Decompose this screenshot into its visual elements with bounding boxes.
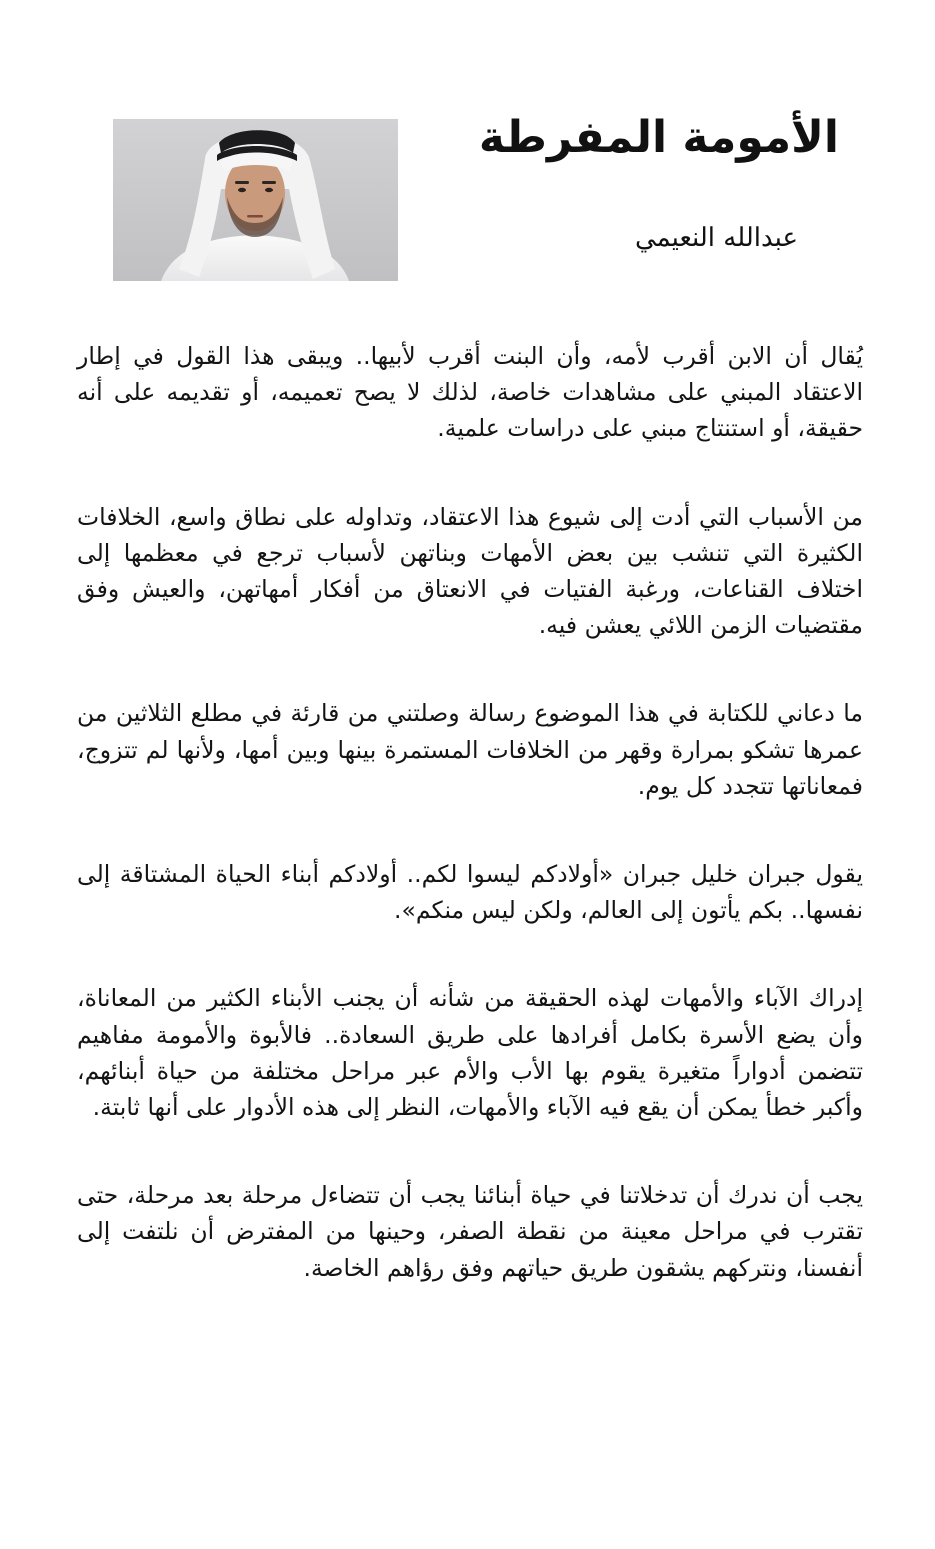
paragraph: من الأسباب التي أدت إلى شيوع هذا الاعتقاد، وتداوله على نطاق واسع، الخلافات الكثيرة التي تنشب بين بعض الأمهات وبناتهن لأسباب ترجع في معظمها إلى اختلاف القناعات، ورغبة الفتيات في الانعتاق من أفكار أمهاتهن، والعيش وفق مقتضيات الزمن اللائي يعشن فيه. <box>77 502 863 640</box>
article-title: الأمومة المفرطة <box>478 112 839 163</box>
author-portrait-icon <box>113 119 398 281</box>
author-photo <box>113 119 398 281</box>
paragraph: يقول جبران خليل جبران «أولادكم ليسوا لكم.. أولادكم أبناء الحياة المشتاقة إلى نفسها.. بكم يأتون إلى العالم، ولكن ليس منكم». <box>77 860 863 925</box>
author-name: عبدالله النعيمي <box>634 223 798 253</box>
paragraph: يُقال أن الابن أقرب لأمه، وأن البنت أقرب لأبيها.. ويبقى هذا القول في إطار الاعتقاد المبني على مشاهدات خاصة، لذلك لا يصح تعميمه، أو تقديمه على أنه حقيقة، أو استنتاج مبني على دراسات علمية. <box>77 342 863 443</box>
paragraph: ما دعاني للكتابة في هذا الموضوع رسالة وصلتني من قارئة في مطلع الثلاثين من عمرها تشكو بمرارة وقهر من الخلافات المستمرة بينها وبين أمها، ولأنها لم تتزوج، فمعاناتها تتجدد كل يوم. <box>77 699 863 800</box>
paragraph: إدراك الآباء والأمهات لهذه الحقيقة من شأنه أن يجنب الأبناء الكثير من المعاناة، وأن يضع الأسرة بكامل أفرادها على طريق السعادة.. فالأبوة والأمومة مفاهيم تتضمن أدواراً متغيرة يقوم بها الأب والأم عبر مراحل مختلفة من حياة أبنائهم، وأكبر خطأ يمكن أن يقع فيه الآباء والأمهات، النظر إلى هذه الأدوار على أنها ثابتة. <box>77 984 863 1122</box>
article-body <box>77 338 863 1286</box>
paragraph: يجب أن ندرك أن تدخلاتنا في حياة أبنائنا يجب أن تتضاءل مرحلة بعد مرحلة، حتى تقترب في مراحل معينة من نقطة الصفر، وحينها من المفترض أن نلتفت إلى أنفسنا، ونتركهم يشقون طريق حياتهم وفق رؤاهم الخاصة. <box>77 1181 863 1282</box>
